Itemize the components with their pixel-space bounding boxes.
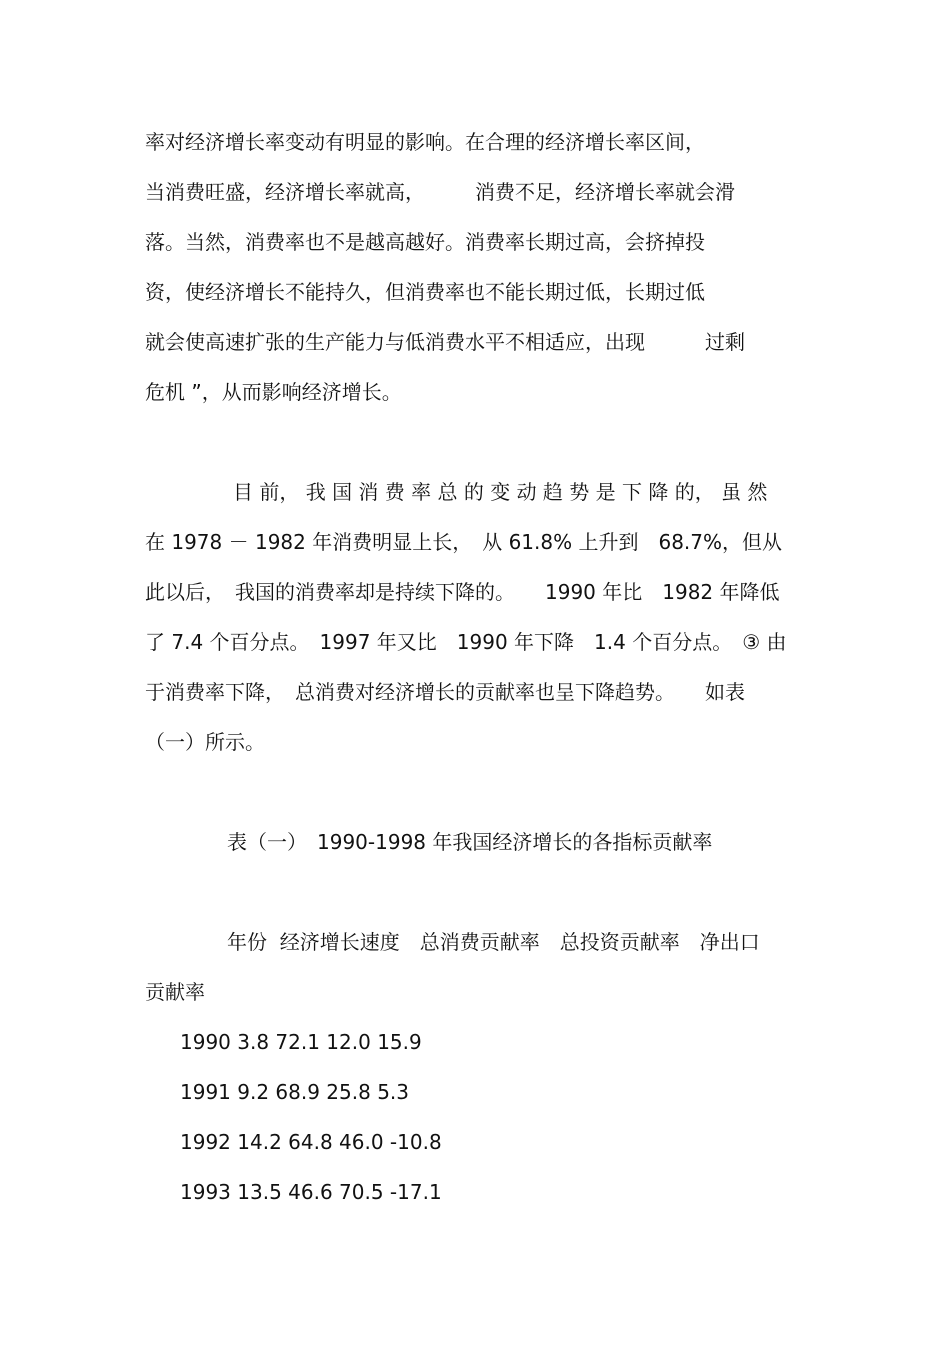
- text-line: 当消费旺盛，经济增长率就高， 消费不足，经济增长率就会滑: [145, 180, 735, 204]
- text-line: （一）所示。: [145, 730, 265, 754]
- table-caption: 表（一） 1990-1998 年我国经济增长的各指标贡献率: [227, 830, 713, 854]
- table-row: 1990 3.8 72.1 12.0 15.9: [180, 1030, 422, 1054]
- text-line: 资，使经济增长不能持久，但消费率也不能长期过低，长期过低: [145, 280, 705, 304]
- text-line: 就会使高速扩张的生产能力与低消费水平不相适应，出现 过剩: [145, 330, 745, 354]
- table-header-line: 年份 经济增长速度 总消费贡献率 总投资贡献率 净出口: [227, 930, 760, 954]
- table-header-line: 贡献率: [145, 980, 205, 1004]
- text-line: 在 1978 － 1982 年消费明显上长， 从 61.8% 上升到 68.7%，但从: [145, 530, 783, 554]
- text-line: 落。当然，消费率也不是越高越好。消费率长期过高，会挤掉投: [145, 230, 705, 254]
- text-line: 危机 ”，从而影响经济增长。: [145, 380, 402, 404]
- text-line: 于消费率下降， 总消费对经济增长的贡献率也呈下降趋势。 如表: [145, 680, 745, 704]
- text-line: 此以后， 我国的消费率却是持续下降的。 1990 年比 1982 年降低: [145, 580, 780, 604]
- table-row: 1991 9.2 68.9 25.8 5.3: [180, 1080, 410, 1104]
- table-row: 1993 13.5 46.6 70.5 -17.1: [180, 1180, 442, 1204]
- text-line: 目 前， 我 国 消 费 率 总 的 变 动 趋 势 是 下 降 的， 虽 然: [233, 480, 768, 504]
- text-line: 率对经济增长率变动有明显的影响。在合理的经济增长率区间，: [145, 130, 705, 154]
- table-row: 1992 14.2 64.8 46.0 -10.8: [180, 1130, 442, 1154]
- text-line: 了 7.4 个百分点。 1997 年又比 1990 年下降 1.4 个百分点。 ③ 由: [145, 630, 787, 654]
